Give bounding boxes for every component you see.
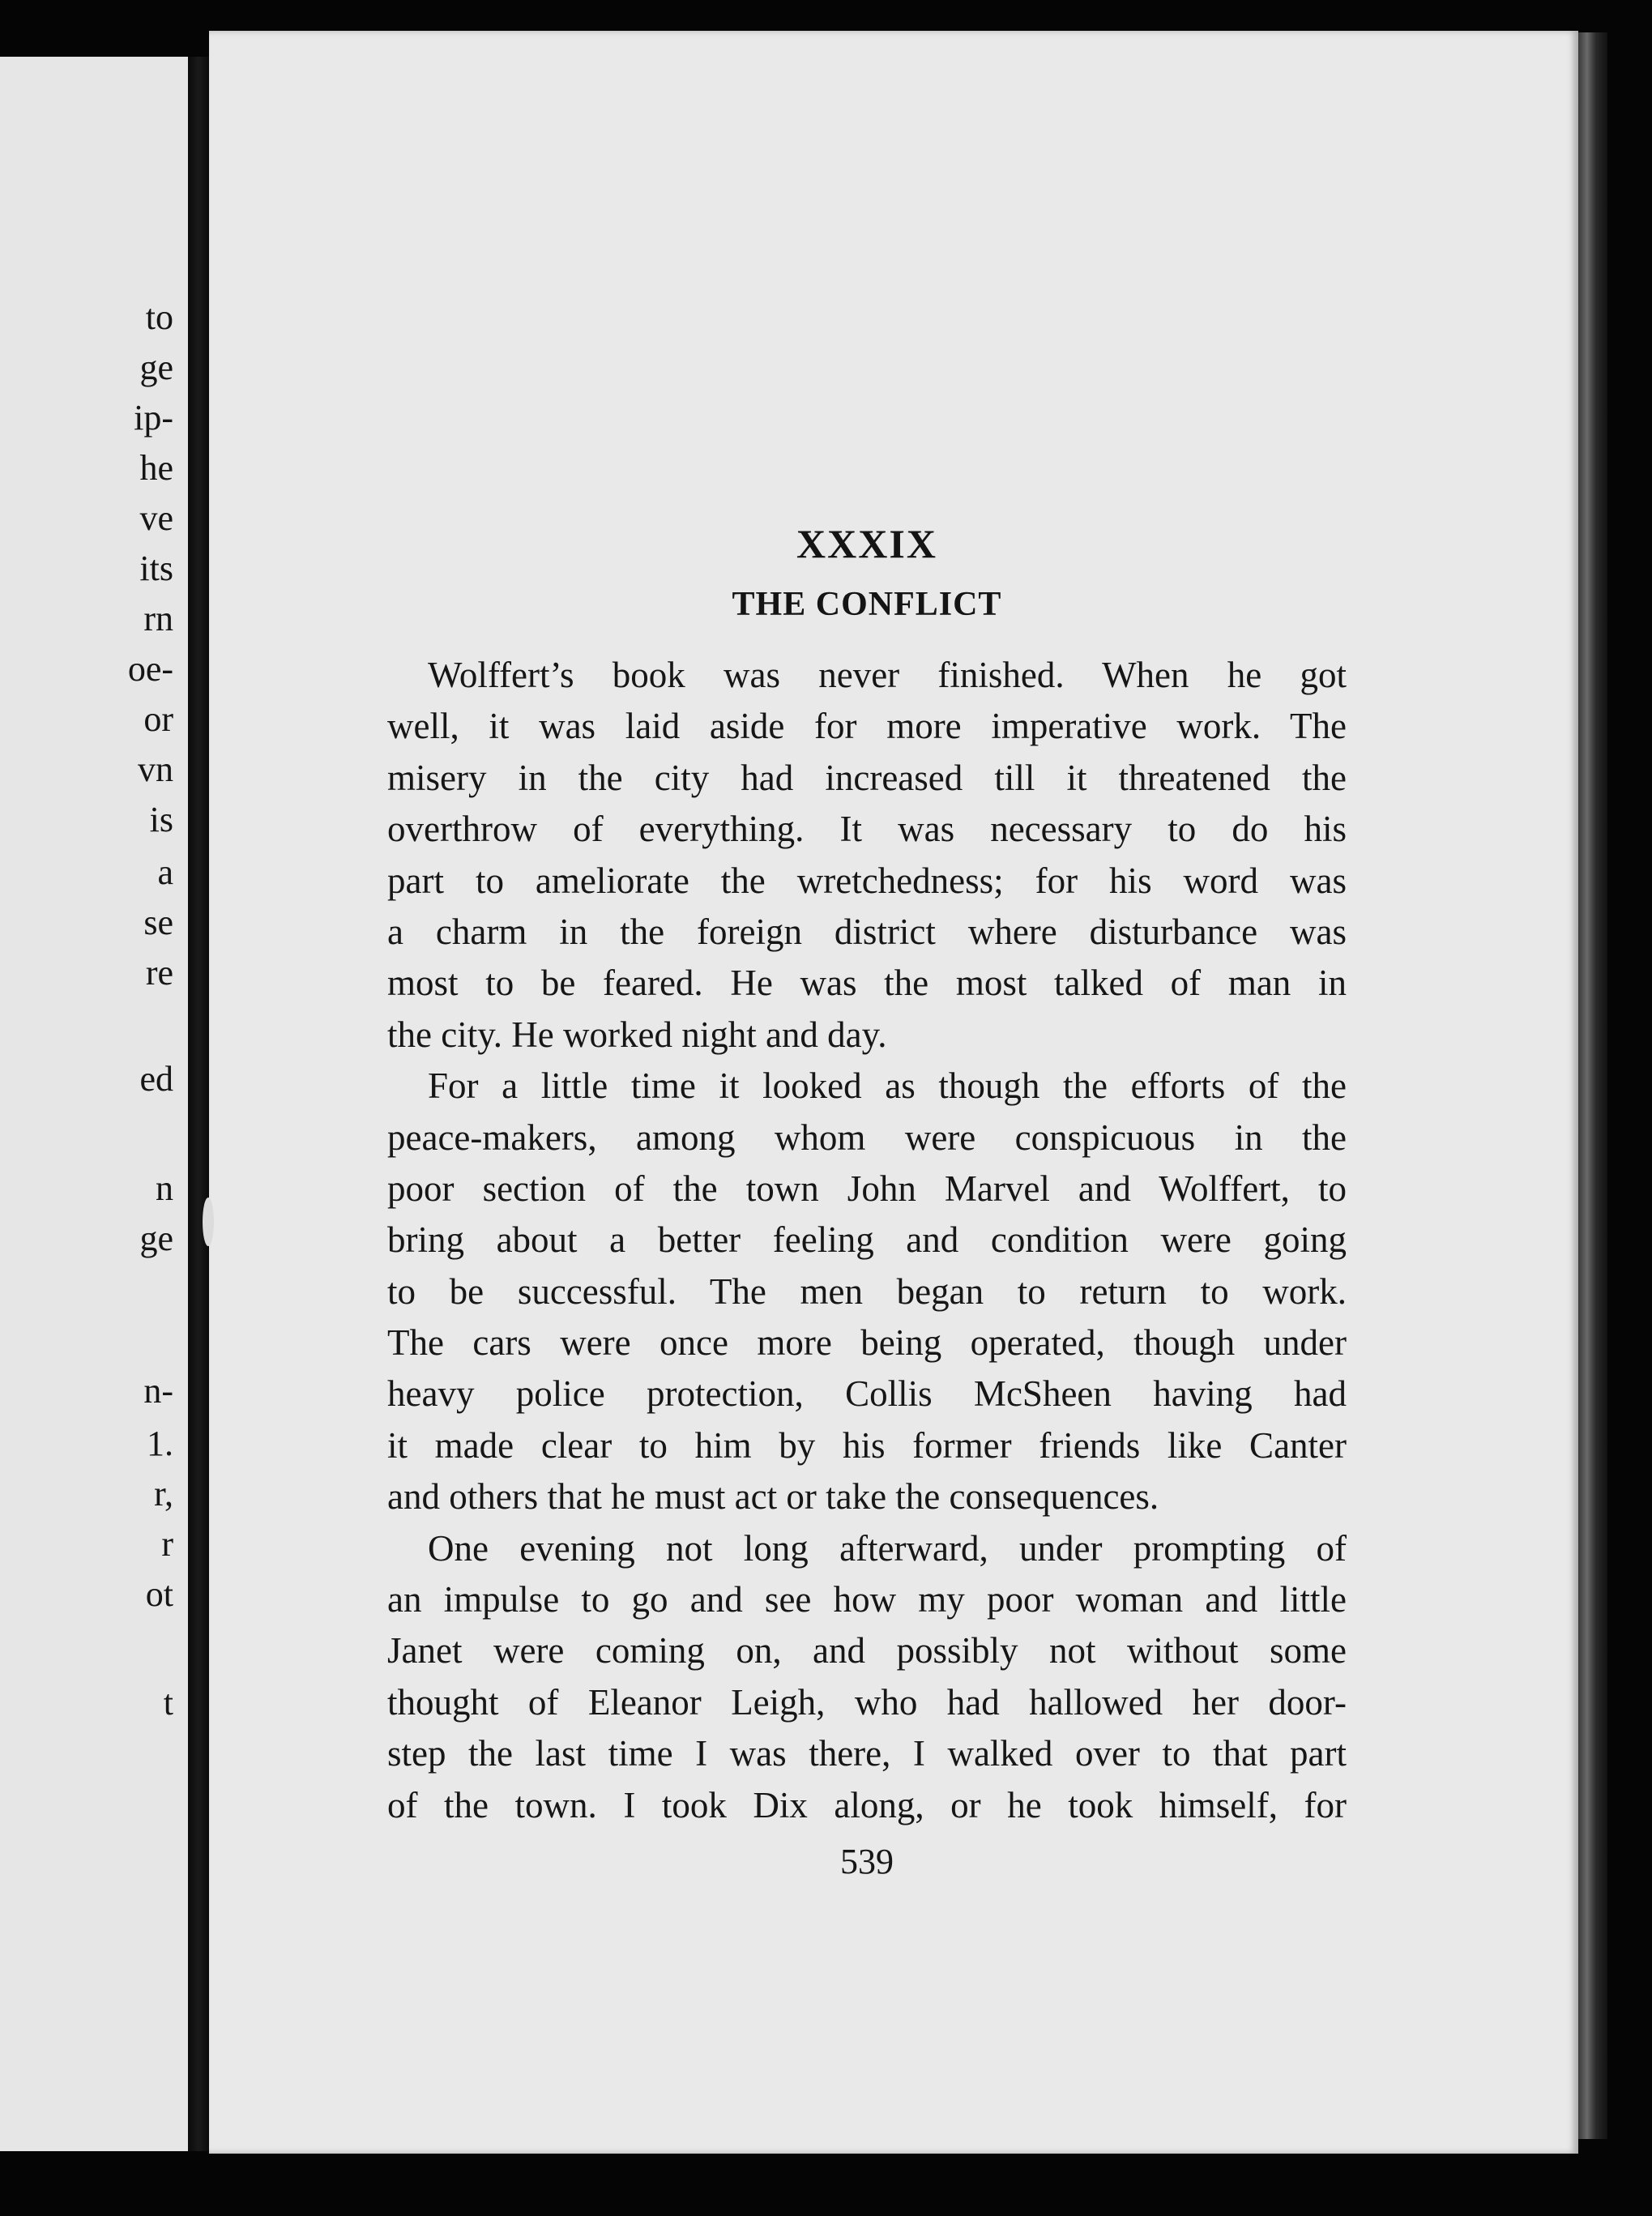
page-text-block (387, 510, 1347, 1886)
text-line: peace-makers, among whom were conspicuous in the (387, 1117, 1347, 1158)
previous-page-fragment: n- (143, 1371, 173, 1411)
previous-page-fragment: se (143, 903, 173, 942)
paragraph (387, 1523, 1347, 1831)
text-line: bring about a better feeling and condition were going (387, 1219, 1347, 1261)
previous-page-fragment: or (143, 699, 173, 739)
previous-page-fragment: is (149, 800, 173, 839)
scan-artifact (203, 1198, 214, 1246)
text-line: part to ameliorate the wretchedness; for his word was (387, 860, 1347, 901)
previous-page-fragment: a (157, 852, 173, 892)
previous-page-fragment: ot (145, 1574, 173, 1614)
text-line: step the last time I was there, I walked over to that part (387, 1733, 1347, 1774)
previous-page-fragment: oe- (127, 649, 173, 689)
text-line: Wolffert’s book was never finished. When he got (428, 655, 1347, 695)
book-gutter (188, 57, 209, 2151)
text-line: For a little time it looked as though the efforts of the (428, 1065, 1347, 1107)
previous-page-fragment: vn (138, 749, 173, 789)
previous-page-fragment: 1. (147, 1424, 173, 1463)
chapter-number: XXXIX (796, 521, 937, 566)
previous-page (0, 57, 188, 2151)
previous-page-fragment: ip- (134, 398, 173, 438)
text-line: well, it was laid aside for more imperative work. The (387, 706, 1347, 747)
text-line: misery in the city had increased till it threatened the (387, 757, 1347, 798)
body-text (387, 650, 1347, 1831)
previous-page-fragment: ve (139, 498, 173, 538)
previous-page-fragment: rn (143, 599, 173, 638)
text-line: a charm in the foreign district where disturbance was (387, 911, 1347, 952)
text-line: thought of Eleanor Leigh, who had hallowed her door- (387, 1681, 1347, 1723)
previous-page-fragment: r, (154, 1474, 173, 1514)
previous-page-fragment: n (156, 1168, 173, 1208)
page-number: 539 (840, 1841, 894, 1881)
text-line: an impulse to go and see how my poor woman and little (387, 1579, 1347, 1620)
previous-page-fragment: re (145, 953, 173, 993)
text-line: of the town. I took Dix along, or he took himself, for (387, 1784, 1347, 1825)
paragraph (387, 1061, 1347, 1523)
text-line: overthrow of everything. It was necessary to do his (387, 809, 1347, 850)
text-line: the city. He worked night and day. (387, 1014, 887, 1055)
text-line: to be successful. The men began to return to work. (387, 1270, 1347, 1312)
text-line: The cars were once more being operated, though under (387, 1322, 1347, 1364)
previous-page-fragment: r (161, 1524, 173, 1564)
text-line: Janet were coming on, and possibly not without some (387, 1630, 1347, 1672)
previous-page-fragment: ed (139, 1059, 173, 1099)
previous-page-fragment: to (145, 297, 173, 337)
text-line: it made clear to him by his former friends like Canter (387, 1424, 1347, 1466)
text-line: One evening not long afterward, under prompting of (428, 1527, 1347, 1569)
text-line: most to be feared. He was the most talked of man in (387, 963, 1347, 1004)
previous-page-text-fragments (0, 57, 188, 2151)
text-line: poor section of the town John Marvel and Wolffert, to (387, 1168, 1347, 1209)
page-edge (1578, 32, 1607, 2139)
text-line: and others that he must act or take the consequences. (387, 1476, 1159, 1518)
previous-page-fragment: he (139, 448, 173, 488)
previous-page-fragment: ge (139, 1219, 173, 1258)
previous-page-fragment: its (139, 549, 173, 588)
text-line: heavy police protection, Collis McSheen having had (387, 1373, 1347, 1415)
chapter-title: THE CONFLICT (732, 586, 1002, 623)
previous-page-fragment: ge (139, 348, 173, 387)
previous-page-fragment: t (163, 1683, 173, 1723)
paragraph (387, 650, 1347, 1061)
